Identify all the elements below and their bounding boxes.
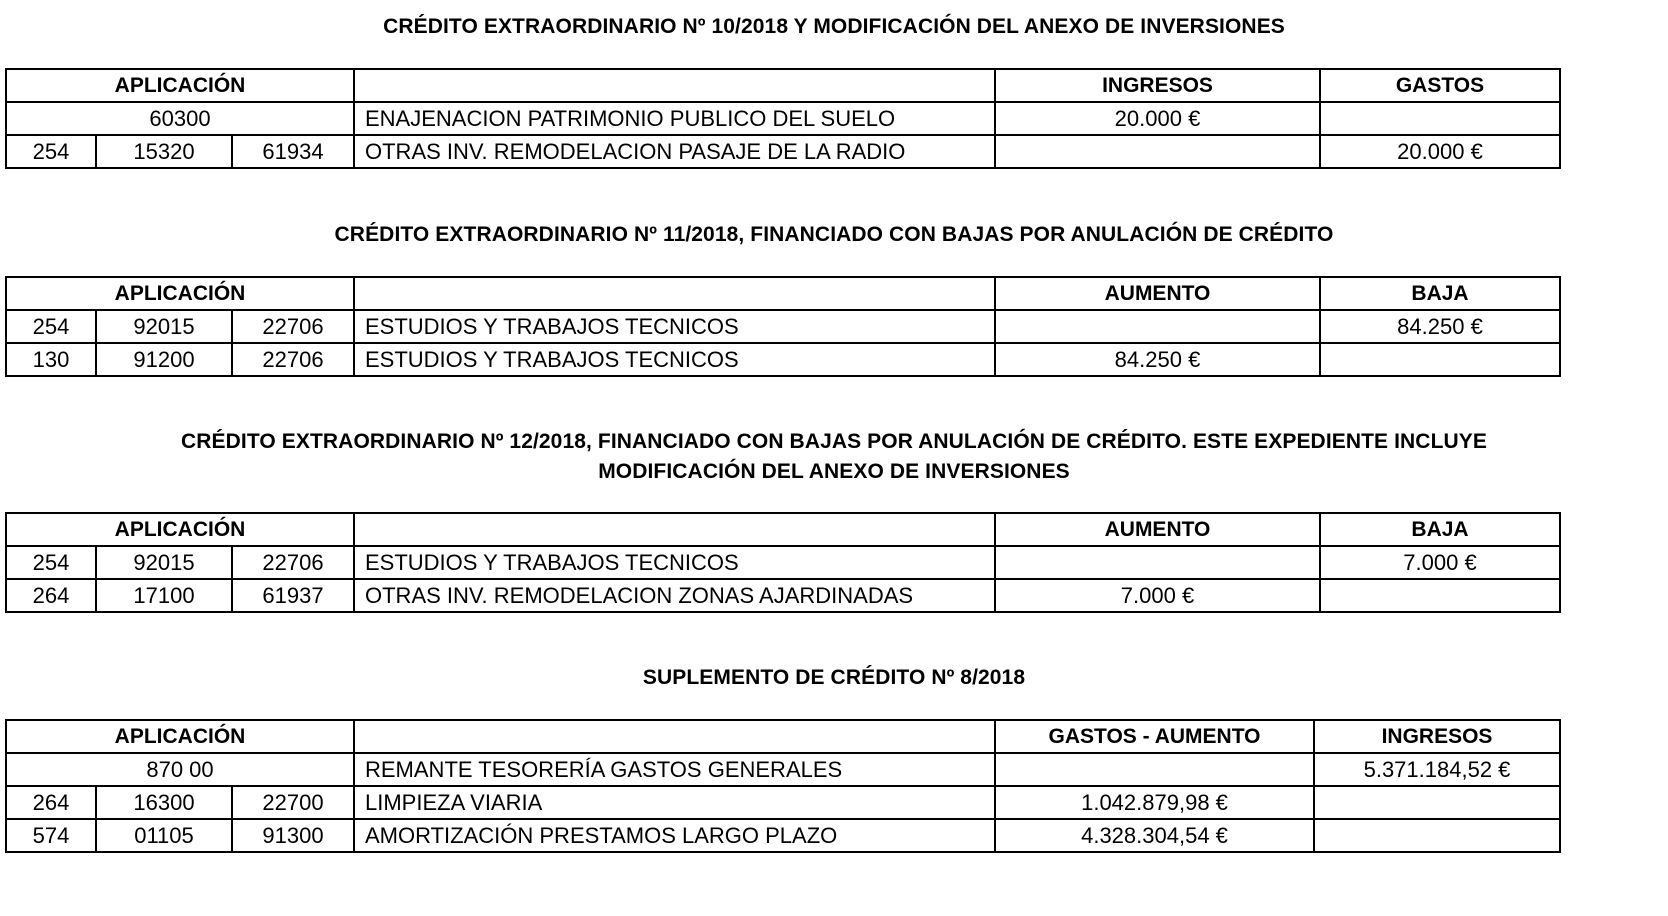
code-1: 254	[6, 546, 96, 579]
section-1-table	[5, 68, 1561, 169]
header-col-b: BAJA	[1320, 277, 1560, 310]
table-header-row	[6, 69, 1560, 102]
value-b	[1320, 579, 1560, 612]
merged-code: 870 00	[6, 753, 354, 786]
value-b: 5.371.184,52 €	[1314, 753, 1560, 786]
header-aplicacion: APLICACIÓN	[6, 720, 354, 753]
code-3: 22700	[232, 786, 354, 819]
table-row	[6, 102, 1560, 135]
header-description	[354, 277, 995, 310]
code-2: 92015	[96, 310, 232, 343]
section-4-title: SUPLEMENTO DE CRÉDITO Nº 8/2018	[642, 666, 1026, 689]
value-a	[995, 310, 1320, 343]
value-a: 7.000 €	[995, 579, 1320, 612]
header-col-a: GASTOS - AUMENTO	[995, 720, 1314, 753]
code-2: 15320	[96, 135, 232, 168]
section-2-table	[5, 276, 1561, 377]
description: LIMPIEZA VIARIA	[354, 786, 995, 819]
header-col-b: BAJA	[1320, 513, 1560, 546]
value-a	[995, 135, 1320, 168]
value-b	[1314, 786, 1560, 819]
value-a: 1.042.879,98 €	[995, 786, 1314, 819]
value-b	[1314, 819, 1560, 852]
table-header-row	[6, 720, 1560, 753]
description: ENAJENACION PATRIMONIO PUBLICO DEL SUELO	[354, 102, 995, 135]
value-a: 4.328.304,54 €	[995, 819, 1314, 852]
code-3: 22706	[232, 546, 354, 579]
header-col-a: AUMENTO	[995, 513, 1320, 546]
section-3-title-line-2: MODIFICACIÓN DEL ANEXO DE INVERSIONES	[598, 460, 1070, 483]
value-b: 20.000 €	[1320, 135, 1560, 168]
description: AMORTIZACIÓN PRESTAMOS LARGO PLAZO	[354, 819, 995, 852]
code-2: 92015	[96, 546, 232, 579]
description: REMANTE TESORERÍA GASTOS GENERALES	[354, 753, 995, 786]
value-b: 84.250 €	[1320, 310, 1560, 343]
code-2: 01105	[96, 819, 232, 852]
value-a	[995, 546, 1320, 579]
code-3: 61934	[232, 135, 354, 168]
table-row	[6, 579, 1560, 612]
header-col-b: GASTOS	[1320, 69, 1560, 102]
code-2: 16300	[96, 786, 232, 819]
value-a	[995, 753, 1314, 786]
table-row	[6, 546, 1560, 579]
table-row	[6, 819, 1560, 852]
header-aplicacion: APLICACIÓN	[6, 513, 354, 546]
header-col-a: INGRESOS	[995, 69, 1320, 102]
value-a: 84.250 €	[995, 343, 1320, 376]
table-header-row	[6, 513, 1560, 546]
table-row	[6, 310, 1560, 343]
code-3: 91300	[232, 819, 354, 852]
value-b: 7.000 €	[1320, 546, 1560, 579]
code-1: 254	[6, 135, 96, 168]
code-1: 254	[6, 310, 96, 343]
value-b	[1320, 102, 1560, 135]
description: ESTUDIOS Y TRABAJOS TECNICOS	[354, 343, 995, 376]
table-row	[6, 786, 1560, 819]
code-3: 22706	[232, 310, 354, 343]
section-3-title-line-1: CRÉDITO EXTRAORDINARIO Nº 12/2018, FINANCIADO CON BAJAS POR ANULACIÓN DE CRÉDITO. ESTE EXPEDIENTE INCLUYE	[181, 430, 1487, 453]
header-col-a: AUMENTO	[995, 277, 1320, 310]
section-2-title: CRÉDITO EXTRAORDINARIO Nº 11/2018, FINANCIADO CON BAJAS POR ANULACIÓN DE CRÉDITO	[334, 223, 1334, 246]
merged-code: 60300	[6, 102, 354, 135]
code-3: 61937	[232, 579, 354, 612]
code-2: 17100	[96, 579, 232, 612]
description: OTRAS INV. REMODELACION ZONAS AJARDINADAS	[354, 579, 995, 612]
code-2: 91200	[96, 343, 232, 376]
header-aplicacion: APLICACIÓN	[6, 277, 354, 310]
code-1: 264	[6, 579, 96, 612]
table-row	[6, 343, 1560, 376]
header-aplicacion: APLICACIÓN	[6, 69, 354, 102]
header-description	[354, 69, 995, 102]
value-a: 20.000 €	[995, 102, 1320, 135]
section-4-table	[5, 719, 1561, 853]
code-3: 22706	[232, 343, 354, 376]
table-row	[6, 135, 1560, 168]
section-3-table	[5, 512, 1561, 613]
table-header-row	[6, 277, 1560, 310]
value-b	[1320, 343, 1560, 376]
header-description	[354, 513, 995, 546]
header-description	[354, 720, 995, 753]
header-col-b: INGRESOS	[1314, 720, 1560, 753]
code-1: 574	[6, 819, 96, 852]
section-1-title: CRÉDITO EXTRAORDINARIO Nº 10/2018 Y MODIFICACIÓN DEL ANEXO DE INVERSIONES	[383, 15, 1285, 38]
code-1: 130	[6, 343, 96, 376]
description: OTRAS INV. REMODELACION PASAJE DE LA RADIO	[354, 135, 995, 168]
code-1: 264	[6, 786, 96, 819]
table-row	[6, 753, 1560, 786]
description: ESTUDIOS Y TRABAJOS TECNICOS	[354, 310, 995, 343]
description: ESTUDIOS Y TRABAJOS TECNICOS	[354, 546, 995, 579]
